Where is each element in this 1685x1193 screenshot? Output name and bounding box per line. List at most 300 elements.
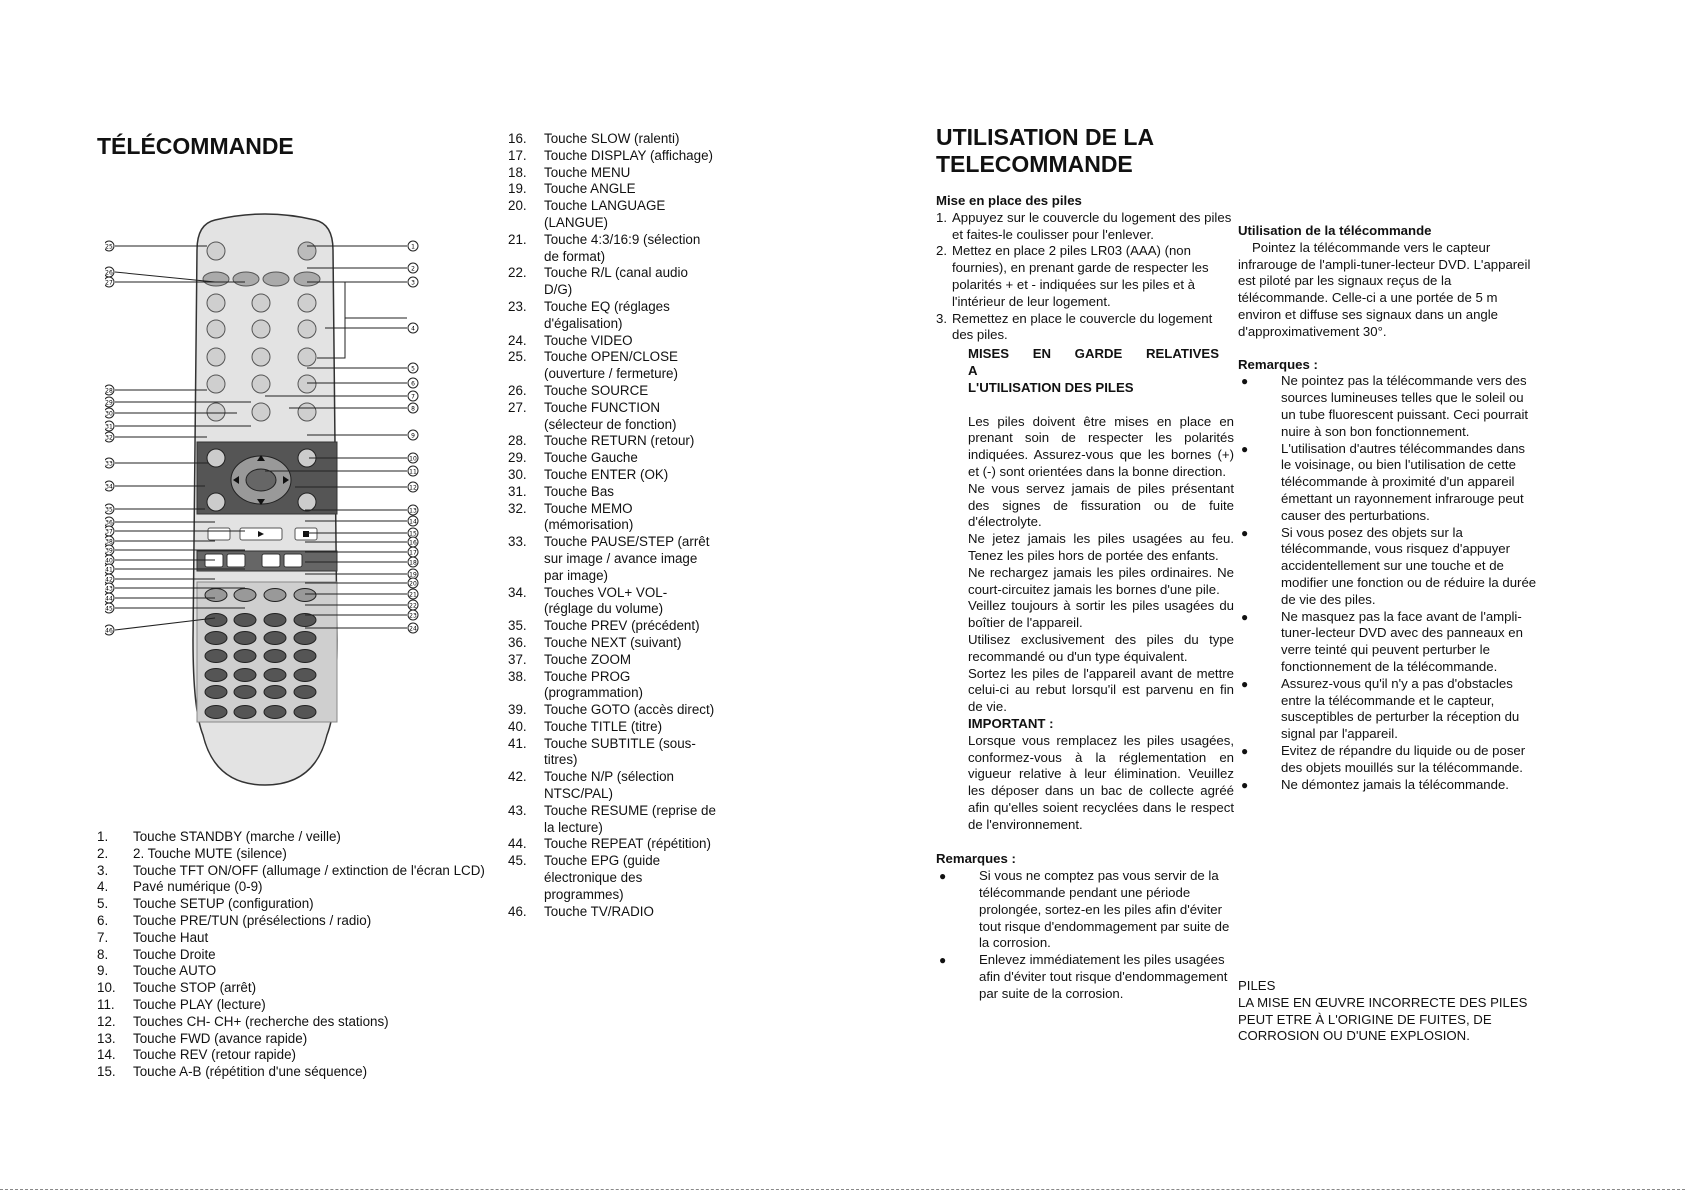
- key-list-item: [508, 669, 718, 703]
- callout-label: 13: [409, 507, 417, 515]
- numeric-key: [298, 320, 316, 338]
- key-description: 2. Touche MUTE (silence): [133, 845, 287, 861]
- key-description: Touche EQ (réglages d'égalisation): [544, 298, 670, 331]
- key-description: Touche PAUSE/STEP (arrêt sur image / avance image par image): [544, 534, 710, 583]
- key-description: Touche GOTO (accès direct): [544, 702, 715, 718]
- callout-label: 17: [409, 549, 417, 557]
- key-number: 36.: [508, 634, 527, 650]
- key-number: 24.: [508, 332, 527, 348]
- batteries-heading: Mise en place des piles: [936, 193, 1082, 208]
- key-list-item: [97, 947, 487, 964]
- key-number: 35.: [508, 618, 527, 634]
- remarks-list-2: [1238, 373, 1538, 793]
- key-list-item: [508, 585, 718, 619]
- key-description: Touche Bas: [544, 483, 614, 499]
- callout-label: 32: [105, 434, 113, 442]
- key-list-item: [508, 736, 718, 770]
- function-oval-key: [234, 589, 256, 602]
- remark-item: [936, 952, 1234, 1002]
- callout-label: 34: [105, 483, 113, 491]
- numeric-key: [298, 348, 316, 366]
- callout-label: 18: [409, 559, 417, 567]
- key-list-item: [97, 997, 487, 1014]
- key-description: Touche DISPLAY (affichage): [544, 147, 713, 163]
- key-description: Touche 4:3/16:9 (sélection de format): [544, 231, 701, 264]
- callout-label: 15: [409, 530, 417, 538]
- auto-key: [298, 493, 316, 511]
- key-list-item: [97, 846, 487, 863]
- key-description: Touche OPEN/CLOSE (ouverture / fermeture): [544, 349, 678, 382]
- warning-paragraph: Veillez toujours à sortir les piles usagées du boîtier de l'appareil.: [968, 598, 1234, 631]
- callout-label: 25: [105, 243, 113, 251]
- warning-title-line-1: MISES EN GARDE RELATIVES A: [968, 346, 1219, 378]
- key-list-item: [508, 349, 718, 383]
- key-number: 30.: [508, 466, 527, 482]
- numeric-key: [252, 348, 270, 366]
- warning-paragraph: Ne jetez jamais les piles usagées au feu. Tenez les piles hors de portée des enfants.: [968, 531, 1234, 563]
- function-oval-key: [205, 650, 227, 663]
- key-number: 43.: [508, 802, 527, 818]
- function-oval-key: [205, 686, 227, 699]
- key-description: Touche RESUME (reprise de la lecture): [544, 802, 716, 835]
- callout-label: 16: [409, 539, 417, 547]
- key-description: Touche ANGLE: [544, 181, 636, 197]
- key-list-item: [508, 181, 718, 198]
- key-description: Touche STOP (arrêt): [133, 980, 257, 996]
- callout-label: 8: [411, 405, 415, 413]
- key-list-item: [97, 879, 487, 896]
- remark-text: L'utilisation d'autres télécommandes dans le voisinage, ou bien l'utilisation de cette télécommande à proximité d'un appareil émettant un rayonnement infrarouge peut causer des perturbations.: [1281, 440, 1526, 523]
- memo-key: [207, 493, 225, 511]
- callout-label: 45: [105, 605, 113, 613]
- callout-label: 43: [105, 585, 113, 593]
- key-number: 31.: [508, 483, 527, 499]
- key-description: Touche Gauche: [544, 450, 638, 466]
- callout-label: 21: [409, 591, 417, 599]
- function-key: [294, 272, 320, 286]
- remark-item: [1238, 676, 1538, 743]
- key-number: 33.: [508, 534, 527, 550]
- key-number: 22.: [508, 265, 527, 281]
- numeric-key: [252, 320, 270, 338]
- step-text: Mettez en place 2 piles LR03 (AAA) (non fournies), en prenant garde de respecter les polarités + et - indiquées sur les piles et à l'intérieur de leur logement.: [952, 243, 1209, 309]
- key-number: 14.: [97, 1047, 116, 1063]
- warning-title-line-2: L'UTILISATION DES PILES: [968, 379, 1134, 395]
- step-text: Remettez en place le couvercle du logement des piles.: [952, 310, 1213, 343]
- key-number: 46.: [508, 903, 527, 919]
- key-list-item: [508, 232, 718, 266]
- callout-label: 4: [411, 325, 415, 333]
- key-description: Touche TITLE (titre): [544, 718, 663, 734]
- remarks-list-1: [936, 868, 1234, 1002]
- remote-control-illustration: [105, 210, 425, 790]
- key-list-item: [97, 1064, 487, 1081]
- bullet-icon: ●: [1241, 743, 1249, 758]
- key-number: 34.: [508, 584, 527, 600]
- battery-step: [936, 210, 1234, 244]
- battery-step: [936, 311, 1234, 345]
- function-key: [263, 272, 289, 286]
- key-number: 4.: [97, 879, 109, 895]
- callout-label: 6: [411, 380, 415, 388]
- numeric-key: [252, 403, 270, 421]
- callout-label: 24: [409, 625, 417, 633]
- function-oval-key: [294, 686, 316, 699]
- key-number: 18.: [508, 164, 527, 180]
- warning-paragraph: Les piles doivent être mises en place en prenant soin de respecter les polarités indiquées. Assurez-vous que les bornes (+) et (-) sont orientées dans la bonne direction.: [968, 413, 1234, 479]
- key-list-item: [97, 913, 487, 930]
- remark-item: [1238, 441, 1538, 525]
- key-number: 10.: [97, 980, 116, 996]
- key-description: Touche SOURCE: [544, 382, 649, 398]
- key-number: 17.: [508, 147, 527, 163]
- remark-text: Si vous ne comptez pas vous servir de la télécommande pendant une période prolongée, sortez-en les piles afin d'éviter tout risque d'endommagement par suite de la corrosion.: [979, 868, 1230, 951]
- key-list-item: [97, 963, 487, 980]
- numeric-key: [298, 375, 316, 393]
- warning-title: [968, 346, 1234, 380]
- key-list-item: [97, 980, 487, 997]
- key-description: Touches VOL+ VOL- (réglage du volume): [544, 584, 668, 617]
- key-number: 16.: [508, 131, 527, 146]
- key-description: Touche ENTER (OK): [544, 466, 669, 482]
- function-oval-key: [205, 589, 227, 602]
- key-list-item: [508, 433, 718, 450]
- callout-label: 40: [105, 557, 113, 565]
- numeric-key: [207, 320, 225, 338]
- key-list-item: [97, 829, 487, 846]
- key-number: 45.: [508, 853, 527, 869]
- standby-key: [298, 242, 316, 260]
- callout-label: 28: [105, 387, 113, 395]
- important-label: IMPORTANT :: [968, 715, 1054, 731]
- return-key: [207, 449, 225, 467]
- page-title-utilisation: [936, 124, 1154, 178]
- key-description: Touche FUNCTION (sélecteur de fonction): [544, 399, 677, 432]
- numeric-key: [207, 375, 225, 393]
- key-list-item: [508, 652, 718, 669]
- function-oval-key: [264, 686, 286, 699]
- key-number: 19.: [508, 181, 527, 197]
- key-description: Touche MEMO (mémorisation): [544, 500, 634, 533]
- key-number: 41.: [508, 735, 527, 751]
- function-oval-key: [294, 632, 316, 645]
- key-list-item: [508, 534, 718, 584]
- callout-label: 23: [409, 612, 417, 620]
- key-description: Touche TFT ON/OFF (allumage / extinction de l'écran LCD): [133, 862, 485, 878]
- key-list-item: [508, 501, 718, 535]
- callout-label: 42: [105, 576, 113, 584]
- function-oval-key: [234, 686, 256, 699]
- bullet-icon: ●: [939, 869, 947, 884]
- function-oval-key: [234, 706, 256, 719]
- open-close-key: [207, 242, 225, 260]
- key-list-16-46: [508, 131, 718, 920]
- key-description: Touche Haut: [133, 929, 209, 945]
- remark-text: Assurez-vous qu'il n'y a pas d'obstacles entre la télécommande et le capteur, susceptibles de perturber la réception du signal par l'appareil.: [1281, 675, 1520, 742]
- battery-steps: [936, 210, 1234, 344]
- key-number: 15.: [97, 1064, 116, 1080]
- pause-step-key: [208, 528, 230, 540]
- bullet-icon: ●: [1241, 609, 1249, 624]
- key-number: 9.: [97, 963, 109, 979]
- key-description: Touche R/L (canal audio D/G): [544, 265, 688, 298]
- key-number: 42.: [508, 769, 527, 785]
- key-number: 7.: [97, 929, 109, 945]
- remark-text: Ne démontez jamais la télécommande.: [1281, 776, 1509, 792]
- function-oval-key: [264, 706, 286, 719]
- key-list-item: [508, 484, 718, 501]
- key-description: Touche PREV (précédent): [544, 618, 700, 634]
- callout-label: 10: [409, 455, 417, 463]
- callout-label: 46: [105, 627, 113, 635]
- key-list-item: [508, 635, 718, 652]
- key-list-item: [508, 383, 718, 400]
- remarks-heading-2: Remarques :: [1238, 356, 1318, 372]
- key-number: 26.: [508, 382, 527, 398]
- bullet-icon: ●: [1241, 777, 1249, 792]
- key-list-item: [508, 719, 718, 736]
- remark-item: [1238, 525, 1538, 609]
- title-line-2: TELECOMMANDE: [936, 151, 1133, 177]
- battery-step: [936, 243, 1234, 310]
- key-number: 20.: [508, 198, 527, 214]
- function-oval-key: [234, 614, 256, 627]
- key-list-item: [508, 131, 718, 148]
- callout-label: 27: [105, 279, 113, 287]
- step-number: 2.: [936, 243, 947, 259]
- key-description: Touche LANGUAGE (LANGUE): [544, 198, 666, 230]
- callout-label: 20: [409, 580, 417, 588]
- callout-label: 5: [411, 365, 415, 373]
- key-description: Touche N/P (sélection NTSC/PAL): [544, 769, 675, 802]
- key-list-item: [508, 853, 718, 903]
- key-list-item: [97, 1014, 487, 1031]
- bullet-icon: ●: [939, 953, 947, 968]
- function-oval-key: [205, 632, 227, 645]
- stop-icon: [303, 531, 309, 537]
- warnings-block: [936, 346, 1234, 833]
- key-list-item: [508, 904, 718, 921]
- numeric-key: [298, 403, 316, 421]
- warning-paragraph: Ne vous servez jamais de piles présentant des signes de fissuration ou de fuite d'électrolyte.: [968, 480, 1234, 530]
- key-number: 8.: [97, 946, 109, 962]
- remark-item: [936, 868, 1234, 952]
- remark-item: [1238, 743, 1538, 777]
- key-number: 27.: [508, 399, 527, 415]
- key-list-item: [508, 836, 718, 853]
- usage-section: [1238, 223, 1538, 793]
- key-number: 3.: [97, 862, 109, 878]
- callout-label: 29: [105, 399, 113, 407]
- warning-paragraph: Ne rechargez jamais les piles ordinaires. Ne court-circuitez jamais les bornes d'une pile.: [968, 564, 1234, 597]
- remark-text: Enlevez immédiatement les piles usagées afin d'éviter tout risque d'endommagement par suite de la corrosion.: [979, 952, 1228, 1001]
- vol-ch-key: [227, 554, 245, 567]
- callout-label: 14: [409, 518, 417, 526]
- key-list-item: [97, 1031, 487, 1048]
- remark-item: [1238, 777, 1538, 794]
- callout-label: 36: [105, 519, 113, 527]
- step-number: 3.: [936, 310, 947, 326]
- key-description: Touche PRE/TUN (présélections / radio): [133, 912, 372, 928]
- key-number: 6.: [97, 912, 109, 928]
- numeric-key: [207, 403, 225, 421]
- key-list-item: [508, 769, 718, 803]
- key-list-item: [97, 863, 487, 880]
- key-description: Touche EPG (guide électronique des programmes): [544, 853, 661, 902]
- callout-label: 31: [105, 423, 113, 431]
- callout-label: 11: [409, 468, 417, 476]
- key-description: Touche MENU: [544, 164, 631, 180]
- key-number: 21.: [508, 231, 527, 247]
- key-description: Touche FWD (avance rapide): [133, 1030, 308, 1046]
- key-description: Touche SUBTITLE (sous-titres): [544, 735, 696, 768]
- function-oval-key: [234, 669, 256, 682]
- key-list-item: [508, 803, 718, 837]
- function-oval-key: [234, 632, 256, 645]
- numeric-key: [207, 294, 225, 312]
- function-oval-key: [264, 650, 286, 663]
- callout-label: 9: [411, 432, 415, 440]
- key-description: Touche ZOOM: [544, 651, 632, 667]
- function-key: [233, 272, 259, 286]
- key-number: 5.: [97, 896, 109, 912]
- numeric-key: [207, 348, 225, 366]
- key-number: 25.: [508, 349, 527, 365]
- key-number: 12.: [97, 1013, 116, 1029]
- caution-title: PILES: [1238, 978, 1276, 993]
- callout-label: 44: [105, 595, 113, 603]
- usage-heading: Utilisation de la télécommande: [1238, 223, 1432, 238]
- key-number: 28.: [508, 433, 527, 449]
- function-oval-key: [294, 706, 316, 719]
- key-number: 2.: [97, 845, 109, 861]
- callout-label: 33: [105, 460, 113, 468]
- key-description: Pavé numérique (0-9): [133, 879, 263, 895]
- key-description: Touche SETUP (configuration): [133, 896, 314, 912]
- function-oval-key: [264, 589, 286, 602]
- remark-item: [1238, 373, 1538, 440]
- usage-text: Pointez la télécommande vers le capteur infrarouge de l'ampli-tuner-lecteur DVD. L'appareil est piloté par les signaux reçus de la télécommande. Celle-ci a une portée de 5 m environ et diffuse ses signaux dans un angle d'approximativement 30°.: [1238, 239, 1531, 339]
- key-list-item: [508, 148, 718, 165]
- key-description: Touche REPEAT (répétition): [544, 836, 711, 852]
- vol-ch-key: [284, 554, 302, 567]
- key-list-item: [508, 467, 718, 484]
- key-list-1-15: [97, 829, 487, 1081]
- remark-text: Si vous posez des objets sur la télécommande, vous risquez d'appuyer accidentellement sur une touche et de modifier une fonction ou de réduire la durée de vie des piles.: [1281, 524, 1537, 607]
- numeric-key: [298, 294, 316, 312]
- key-list-item: [508, 299, 718, 333]
- callout-label: 19: [409, 571, 417, 579]
- title-line-1: UTILISATION DE LA: [936, 124, 1155, 150]
- warning-paragraph: Sortez les piles de l'appareil avant de mettre celui-ci au rebut lorsqu'il est parvenu en fin de vie.: [968, 665, 1234, 715]
- key-description: Touche A-B (répétition d'une séquence): [133, 1064, 368, 1080]
- remark-text: Evitez de répandre du liquide ou de poser des objets mouillés sur la télécommande.: [1281, 742, 1526, 775]
- key-description: Touche PROG (programmation): [544, 668, 643, 701]
- enter-key: [246, 469, 276, 491]
- key-list-item: [97, 930, 487, 947]
- important-text: Lorsque vous remplacez les piles usagées, conformez-vous à la réglementation en vigueur relative à leur élimination. Veuillez les déposer dans un bac de collecte agréé afin qu'elles soient recyclées dans le respect de l'environnement.: [968, 732, 1234, 832]
- callout-label: 38: [105, 538, 113, 546]
- key-list-item: [508, 198, 718, 232]
- callout-label: 41: [105, 566, 113, 574]
- remark-item: [1238, 609, 1538, 676]
- key-list-item: [97, 1047, 487, 1064]
- key-number: 40.: [508, 718, 527, 734]
- key-list-item: [508, 265, 718, 299]
- key-list-item: [508, 618, 718, 635]
- key-description: Touche VIDEO: [544, 332, 633, 348]
- key-list-item: [508, 333, 718, 350]
- function-oval-key: [205, 706, 227, 719]
- step-text: Appuyez sur le couvercle du logement des piles et faites-le coulisser pour l'enlever.: [952, 209, 1232, 242]
- bullet-icon: ●: [1241, 374, 1249, 389]
- callout-label: 1: [411, 243, 415, 251]
- function-oval-key: [294, 669, 316, 682]
- key-list-item: [508, 702, 718, 719]
- caution-block: [1238, 978, 1538, 1045]
- batteries-section: [936, 193, 1234, 1003]
- key-description: Touche REV (retour rapide): [133, 1047, 296, 1063]
- step-number: 1.: [936, 209, 947, 225]
- key-number: 23.: [508, 298, 527, 314]
- key-description: Touches CH- CH+ (recherche des stations): [133, 1013, 389, 1029]
- function-oval-key: [264, 669, 286, 682]
- caution-text: LA MISE EN ŒUVRE INCORRECTE DES PILES PEUT ETRE À L'ORIGINE DE FUITES, DE CORROSION OU D'UNE EXPLOSION.: [1238, 994, 1528, 1044]
- bullet-icon: ●: [1241, 676, 1249, 691]
- key-list-item: [508, 165, 718, 182]
- key-description: Touche PLAY (lecture): [133, 996, 266, 1012]
- callout-label: 30: [105, 410, 113, 418]
- function-oval-key: [234, 650, 256, 663]
- function-oval-key: [205, 669, 227, 682]
- remarks-heading-1: Remarques :: [936, 851, 1016, 867]
- key-description: Touche TV/RADIO: [544, 903, 654, 919]
- remark-text: Ne pointez pas la télécommande vers des sources lumineuses telles que le soleil ou un tube fluorescent puissant. Ceci pourrait nuire à son bon fonctionnement.: [1281, 373, 1529, 439]
- key-number: 11.: [97, 996, 115, 1012]
- warning-paragraph: Utilisez exclusivement des piles du type recommandé ou d'un type équivalent.: [968, 631, 1234, 664]
- key-number: 37.: [508, 651, 527, 667]
- key-number: 13.: [97, 1030, 116, 1046]
- function-oval-key: [294, 650, 316, 663]
- key-number: 38.: [508, 668, 527, 684]
- key-description: Touche Droite: [133, 946, 216, 962]
- callout-label: 39: [105, 547, 113, 555]
- function-oval-key: [264, 632, 286, 645]
- callout-label: 12: [409, 484, 417, 492]
- function-key: [203, 272, 229, 286]
- callout-label: 37: [105, 528, 113, 536]
- callout-label: 26: [105, 269, 113, 277]
- bottom-rule: [0, 1189, 1685, 1190]
- numeric-key: [252, 294, 270, 312]
- vol-ch-key: [262, 554, 280, 567]
- callout-label: 7: [411, 393, 415, 401]
- function-oval-key: [264, 614, 286, 627]
- key-description: Touche NEXT (suivant): [544, 634, 682, 650]
- numeric-key: [252, 375, 270, 393]
- key-description: Touche RETURN (retour): [544, 433, 695, 449]
- page-title-telecommande: TÉLÉCOMMANDE: [97, 133, 294, 159]
- callout-label: 22: [409, 602, 417, 610]
- key-description: Touche AUTO: [133, 963, 217, 979]
- key-description: Touche SLOW (ralenti): [544, 131, 680, 146]
- callout-label: 2: [411, 265, 415, 273]
- key-number: 1.: [97, 829, 109, 844]
- warnings-list: [968, 414, 1234, 716]
- key-number: 32.: [508, 500, 527, 516]
- function-oval-key: [205, 614, 227, 627]
- callout-label: 3: [411, 279, 415, 287]
